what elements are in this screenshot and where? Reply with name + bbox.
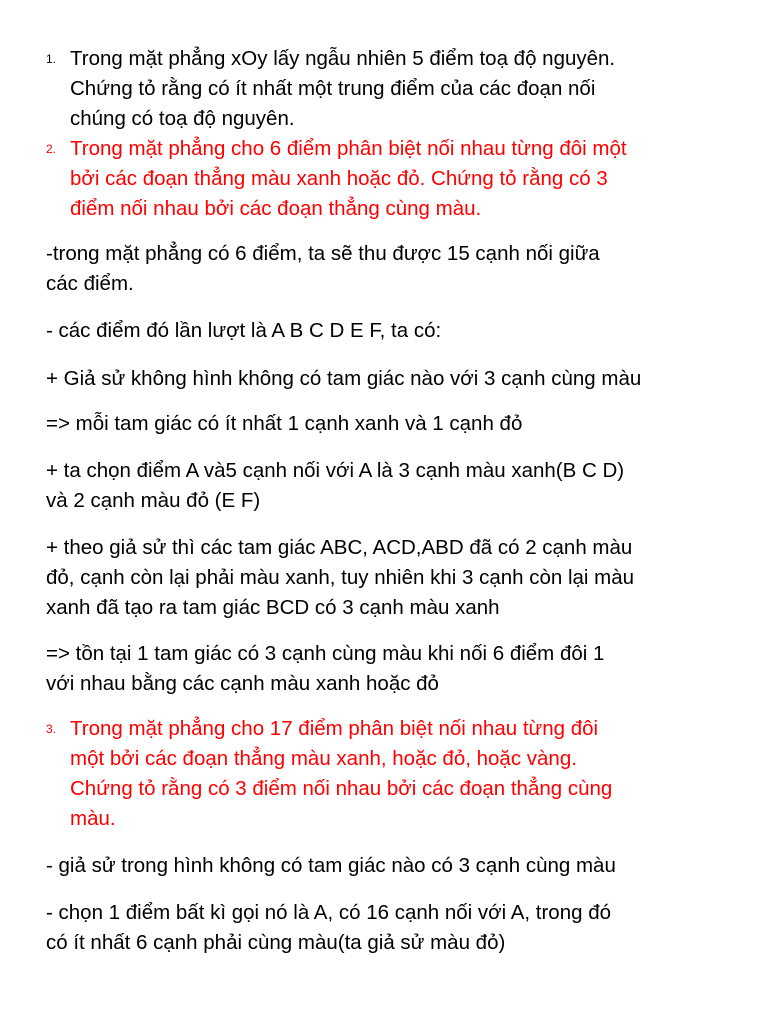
text-line: đỏ, cạnh còn lại phải màu xanh, tuy nhiên khi 3 cạnh còn lại màu [46,566,635,589]
text-line: Chứng tỏ rằng có ít nhất một trung điểm của các đoạn nối [70,77,596,100]
text-line: Chứng tỏ rằng có 3 điểm nối nhau bởi các đoạn thẳng cùng [70,777,613,800]
paragraph-assumption [46,364,756,394]
list-number: 2. [46,142,57,156]
text-line: + ta chọn điểm A và5 cạnh nối với A là 3 cạnh màu xanh(B C D) [46,459,625,482]
text-line: màu. [70,807,116,830]
list-number: 3. [46,722,57,736]
text-line: với nhau bằng các cạnh màu xanh hoặc đỏ [46,672,439,695]
text-line: và 2 cạnh màu đỏ (E F) [46,489,261,512]
text-line: -trong mặt phẳng có 6 điểm, ta sẽ thu được 15 cạnh nối giữa [46,242,600,265]
list-item-2 [46,134,746,224]
text-line: => tồn tại 1 tam giác có 3 cạnh cùng màu khi nối 6 điểm đôi 1 [46,642,605,665]
text-line: - chọn 1 điểm bất kì gọi nó là A, có 16 cạnh nối với A, trong đó [46,901,612,924]
paragraph-edge-count [46,239,756,299]
text-line: một bởi các đoạn thẳng màu xanh, hoặc đỏ, hoặc vàng. [70,747,577,770]
text-line: Trong mặt phẳng cho 6 điểm phân biệt nối nhau từng đôi một [70,137,627,160]
text-line: xanh đã tạo ra tam giác BCD có 3 cạnh màu xanh [46,596,500,619]
paragraph-choose-point-a [46,456,756,516]
text-line: các điểm. [46,272,134,295]
text-line: điểm nối nhau bởi các đoạn thẳng cùng màu. [70,197,482,220]
paragraph-choose-any-point [46,898,756,958]
text-line: bởi các đoạn thẳng màu xanh hoặc đỏ. Chứng tỏ rằng có 3 [70,167,608,190]
paragraph-conclusion [46,639,756,699]
text-line: - các điểm đó lần lượt là A B C D E F, ta có: [46,319,442,342]
text-line: chúng có toạ độ nguyên. [70,107,295,130]
paragraph-each-triangle [46,409,756,439]
list-item-1 [46,44,746,134]
text-line: có ít nhất 6 cạnh phải cùng màu(ta giả sử màu đỏ) [46,931,506,954]
text-line: => mỗi tam giác có ít nhất 1 cạnh xanh và 1 cạnh đỏ [46,412,523,435]
text-line: Trong mặt phẳng xOy lấy ngẫu nhiên 5 điểm toạ độ nguyên. [70,47,616,70]
text-line: Trong mặt phẳng cho 17 điểm phân biệt nối nhau từng đôi [70,717,599,740]
list-item-3 [46,714,746,834]
text-line: + theo giả sử thì các tam giác ABC, ACD,ABD đã có 2 cạnh màu [46,536,633,559]
text-line: + Giả sử không hình không có tam giác nào với 3 cạnh cùng màu [46,367,642,390]
text-line: - giả sử trong hình không có tam giác nào có 3 cạnh cùng màu [46,854,616,877]
paragraph-assume-no-triangle [46,851,756,881]
paragraph-triangle-bcd [46,533,756,623]
paragraph-points-named [46,316,756,346]
list-number: 1. [46,52,57,66]
